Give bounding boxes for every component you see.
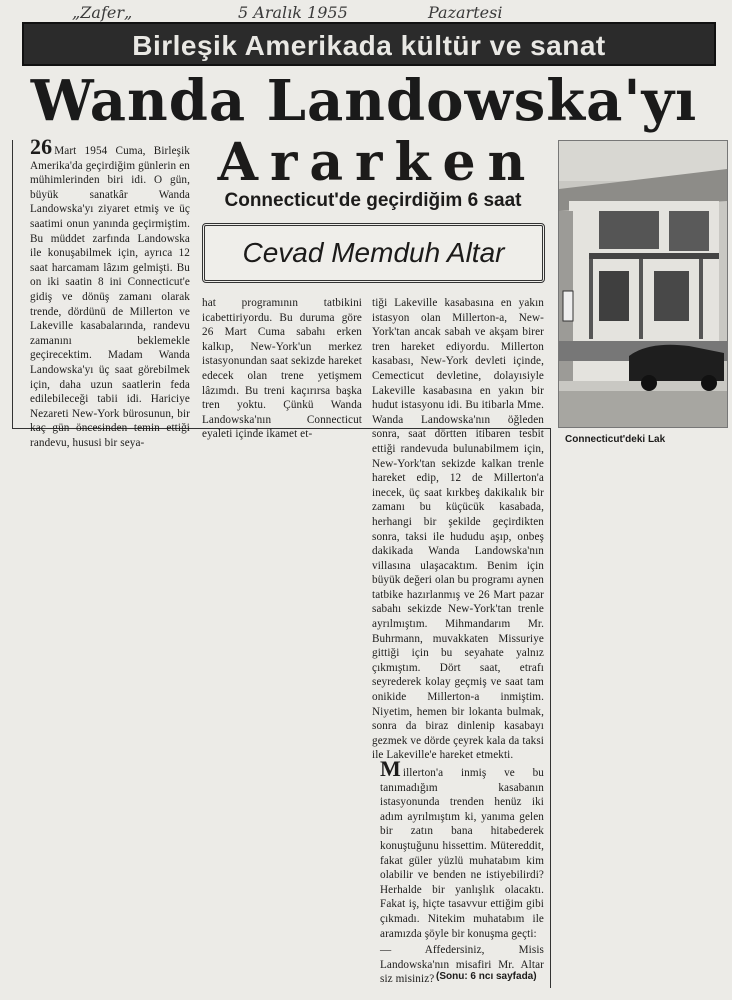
byline-box <box>202 223 545 283</box>
article-column-2 <box>202 296 362 441</box>
clipping-date: 5 Aralık 1955 <box>238 3 348 22</box>
villa-photo-image <box>559 141 727 427</box>
headline-line1: Wanda Landowska'yı <box>30 68 698 134</box>
villa-photo <box>558 140 728 428</box>
article-column-3 <box>372 296 544 762</box>
clipping-publication: „Zafer„ <box>72 3 133 22</box>
column-3b-text: illerton'a inmiş ve bu tanımadığım kasabanın istasyonunda trenden henüz iki adım ayrılmıştım ki, yanıma gelen bir zatın bana hitabederek konuştuğunu hissettim. Mütereddit, fakat güler yüzlü muhatabım kim olabilir ve benden ne istiyebilirdi? Herhalde bir yanlışlık olacaktı. Fakat iş, hiçte tasavvur ettiğim gibi çıkmadı. Nitekim muhatabım ile aramızda şöyle bir konuşma geçti: <box>380 767 544 940</box>
column-3-text: tiği Lakeville kasabasına en yakın istasyon olan Millerton-a, New-York'tan ancak sabah ve akşam birer tren hareket ediyordu. Millerton kasabası, New-York devleti içinde, Cemecticut devletine, dolayısiyle Lakeville kasabasına en yakın bir hudut istasyonu idi. Bu itibarla Mme. Wanda Landowska'nın öğleden sonra, saat dörtten itibaren tesbit ettiği randevuda bulunabilmem için, New-York'tan sekizde kalkan trenle hareket edip, 12 de Millerton'a inecek, üç saat kırkbeş dakikalık bir zamanı bu küçücük kasabada, herhangi bir şekilde geçirdikten sonra, taksi ile hududu aşıp, onbeş dakikada Wanda Landowska'nın villasına ulaşacaktım. Benim için büyük değeri olan bu programı aynen tatbike hazırlanmış ve 26 Mart pazar sabahı sekizde New-York'tan trenle ayrılmıştım. Mihmandarım Mr. Buhrmann, muvakkaten Missuriye gittiği için bu seyahate yalnız çıkmıştım. Dört saat, etrafı seyrederek kolay geçmiş ve saat tam onikide Millerton-a inmiştim. Niyetim, hemen bir lokanta bulmak, sonra da biraz dinlenip kasabayı gezmek ve dörde çeyrek kala da taksi ile Lakeville'e hareket etmekti. <box>372 297 544 762</box>
kicker-banner: Birleşik Amerikada kültür ve sanat <box>22 22 716 66</box>
article-column-1 <box>30 134 190 449</box>
dialogue-line: — Affedersiniz, Misis Landowska'nın misafiri Mr. Altar siz misiniz? <box>380 944 544 986</box>
photo-caption: Connecticut'deki Lak <box>565 434 666 445</box>
clipping-weekday: Pazartesi <box>428 3 503 22</box>
continued-notice: (Sonu: 6 ncı sayfada) <box>436 971 537 982</box>
byline: Cevad Memduh Altar <box>242 237 505 268</box>
column-1-text: Mart 1954 Cuma, Birleşik Amerika'da geçirdiğim günlerin en mühimlerinden biri idi. O gün, büyük sanatkâr Wanda Landowska'yı ziyaret etmiş ve üç saatimi onun yanında geçirmiştim. Bu müddet zarfında Landowska ile konuşabilmek için, ayrıca 12 saat harcamam lâzım gelmişti. Bu on iki saatin 8 ini Connecticut'e gidiş ve dönüş zamanı olarak trende, dördünü de Millerton ve Lakeville kasabalarında, randevu zamanını beklemekle geçirecektim. Madam Wanda Landowska'yı üç saat görebilmek için, daha uzun saatlerin feda edilebileceği tabii idi. Hariciye Nezareti New-York bürosunun, bir kaç gün öncesinden temin ettiği randevu, hususi bir seya- <box>30 145 190 449</box>
headline-line2: Ararken <box>217 132 538 193</box>
dropcap-m: M <box>380 756 401 781</box>
subheadline: Connecticut'de geçirdiğim 6 saat <box>224 190 522 211</box>
dropcap-26: 26 <box>30 134 53 159</box>
column-left-rule <box>12 140 13 428</box>
column-2-text: hat programının tatbikini icabettiriyordu. Bu duruma göre 26 Mart Cuma sabahı erken kalkıp, New-York'un merkez istasyonundan saat sekizde hareket edecek olan trene yetişmem lâzımdı. Bu treni kaçırırsa başka tren yoktu. Çünkü Wanda Landowska'nın Connecticut eyaleti içinde ikamet et- <box>202 297 362 441</box>
column-right-rule <box>550 428 551 988</box>
